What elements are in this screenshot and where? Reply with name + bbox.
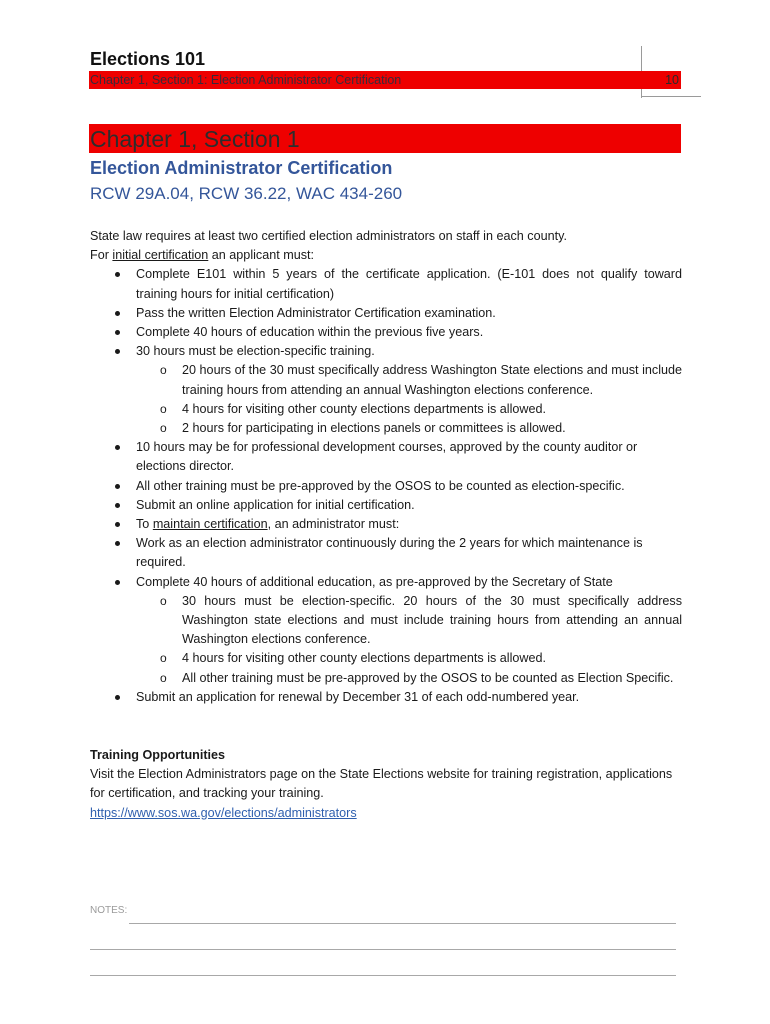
notes-rule — [90, 961, 676, 976]
notes-line — [90, 950, 676, 976]
list-item — [90, 477, 682, 496]
sub-list — [136, 592, 682, 688]
administrators-link[interactable]: https://www.sos.wa.gov/elections/administrators — [90, 805, 357, 820]
chapter-heading: Chapter 1, Section 1 — [90, 126, 300, 152]
bullet-icon — [115, 484, 120, 489]
requirements-list — [90, 265, 682, 707]
page-number: 10 — [665, 73, 679, 87]
list-item-text: Complete 40 hours of additional education, as pre-approved by the Secretary of State — [136, 574, 613, 589]
notes-label: NOTES: — [90, 905, 128, 916]
training-section — [90, 746, 682, 823]
list-item — [90, 342, 682, 438]
list-item-text: 30 hours must be election-specific training. — [136, 344, 375, 359]
sub-list-item-text: 30 hours must be election-specific. 20 hours of the 30 must specifically address Washington state elections and must include training hours from attending an annual Washington elections conference. — [182, 593, 682, 647]
list-item-text: Pass the written Election Administrator Certification examination. — [136, 305, 496, 320]
circle-bullet-icon: o — [160, 593, 167, 608]
notes-line — [90, 898, 676, 924]
training-text: Visit the Election Administrators page on the State Elections website for training registration, applications for certification, and tracking your training. — [90, 767, 673, 801]
training-heading: Training Opportunities — [90, 748, 226, 762]
chapter-heading-bar — [89, 124, 681, 153]
circle-bullet-icon: o — [160, 651, 167, 666]
maintain-suffix: , an administrator must: — [267, 517, 400, 532]
list-item-text: Submit an application for renewal by December 31 of each odd-numbered year. — [136, 689, 580, 704]
sub-list-item — [136, 592, 682, 650]
list-item — [90, 496, 682, 515]
list-item — [90, 515, 682, 534]
body-content — [90, 227, 682, 707]
sub-list-item-text: All other training must be pre-approved by the OSOS to be counted as Election Specific. — [182, 670, 674, 685]
sub-list — [136, 361, 682, 438]
list-item — [90, 534, 682, 572]
bullet-icon — [115, 522, 120, 527]
bullet-icon — [115, 580, 120, 585]
sub-list-item-text: 2 hours for participating in elections panels or committees is allowed. — [182, 421, 566, 436]
header-section-bar — [89, 71, 681, 89]
bullet-icon — [115, 349, 120, 354]
chapter-subtitle: Election Administrator Certification — [90, 158, 393, 178]
notes-area — [90, 898, 676, 976]
header-section-label: Chapter 1, Section 1: Election Administrator Certification — [90, 73, 402, 87]
list-item — [90, 688, 682, 707]
list-item-text: Submit an online application for initial certification. — [136, 497, 415, 512]
sub-list-item — [136, 361, 682, 399]
maintain-certification-term: maintain certification — [152, 517, 268, 532]
maintain-prefix: To — [136, 517, 153, 532]
list-item — [90, 265, 682, 303]
bullet-icon — [115, 330, 120, 335]
list-item-text: All other training must be pre-approved by the OSOS to be counted as election-specific. — [136, 478, 625, 493]
sub-list-item — [136, 649, 682, 668]
list-item-text: Complete 40 hours of education within the previous five years. — [136, 325, 484, 340]
document-title: Elections 101 — [90, 49, 206, 69]
bullet-icon — [115, 541, 120, 546]
circle-bullet-icon: o — [160, 670, 167, 685]
list-item — [90, 323, 682, 342]
intro-paragraph: State law requires at least two certified election administrators on staff in each county. — [90, 229, 567, 243]
circle-bullet-icon: o — [160, 363, 167, 378]
bullet-icon — [115, 445, 120, 450]
list-item-text: 10 hours may be for professional development courses, approved by the county auditor or elections director. — [136, 440, 638, 474]
chapter-references: RCW 29A.04, RCW 36.22, WAC 434-260 — [90, 184, 403, 203]
initial-certification-term: initial certification — [112, 248, 209, 263]
list-item-text: Work as an election administrator continuously during the 2 years for which maintenance is required. — [136, 536, 643, 570]
initial-prefix: For — [90, 248, 113, 263]
notes-line — [90, 924, 676, 950]
sub-list-item — [136, 419, 682, 438]
circle-bullet-icon: o — [160, 421, 167, 436]
header-underline — [641, 96, 701, 97]
notes-rule — [129, 909, 676, 924]
initial-cert-line — [90, 246, 682, 265]
bullet-icon — [115, 695, 120, 700]
list-item-text: Complete E101 within 5 years of the certificate application. (E-101 does not qualify toward training hours for initial certification) — [136, 267, 682, 301]
sub-list-item-text: 4 hours for visiting other county elections departments is allowed. — [182, 651, 547, 666]
bullet-icon — [115, 272, 120, 277]
bullet-icon — [115, 503, 120, 508]
sub-list-item — [136, 669, 682, 688]
initial-suffix: an applicant must: — [208, 248, 315, 263]
list-item — [90, 438, 682, 476]
list-item — [90, 573, 682, 688]
sub-list-item-text: 20 hours of the 30 must specifically address Washington State elections and must include training hours from attending an annual Washington elections conference. — [182, 363, 682, 397]
bullet-icon — [115, 311, 120, 316]
notes-rule — [90, 935, 676, 950]
list-item — [90, 304, 682, 323]
circle-bullet-icon: o — [160, 401, 167, 416]
sub-list-item-text: 4 hours for visiting other county elections departments is allowed. — [182, 401, 547, 416]
sub-list-item — [136, 400, 682, 419]
